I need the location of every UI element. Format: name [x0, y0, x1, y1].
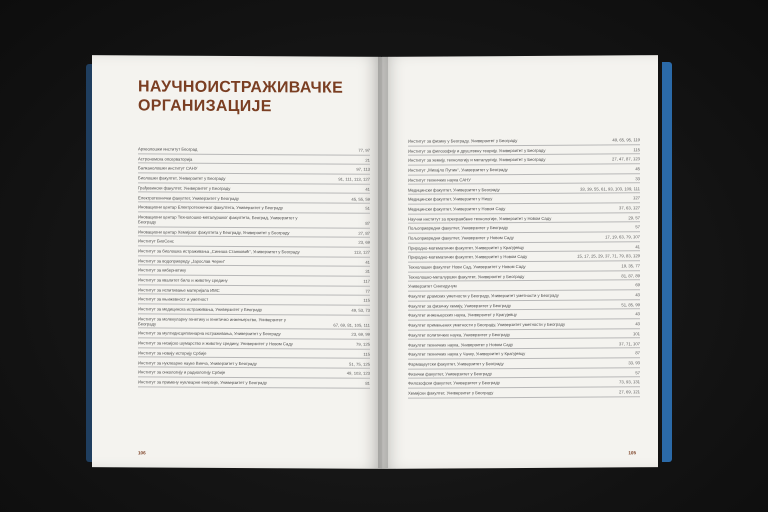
organization-name: Институт за хемију, технологију и металургију, Универзитет у Београду	[408, 157, 546, 164]
organization-name: Факултет примењених уметности у Београду, Универзитет уметности у Београду	[408, 321, 566, 328]
organization-name: Пољопривредни факултет, Универзитет у Новом Саду	[408, 235, 514, 241]
page-references: 51, 85, 99	[621, 302, 640, 308]
page-references: 115	[633, 147, 640, 153]
page-references: 45, 55, 59	[351, 196, 370, 202]
page-references: 81	[365, 380, 370, 386]
page-references: 29, 57	[628, 214, 640, 220]
organization-name: Научни институт за прехрамбене технологије, Универзитет у Новом Саду	[408, 215, 552, 222]
page-references: 23, 69, 99	[351, 332, 370, 338]
organization-name: Иновациони центар Хемијског факултета у Београду, Универзитет у Београду	[138, 228, 290, 235]
page-references: 49, 103, 123	[346, 370, 370, 377]
organization-name: Медицински факултет, Универзитет у Београду	[408, 186, 500, 193]
page-number-left: 106	[138, 450, 146, 456]
left-page	[92, 55, 382, 469]
right-page	[382, 55, 658, 469]
organization-name: Институт за књижевност и уметност	[138, 296, 209, 303]
organization-name: Хемијски факултет, Универзитет у Београду	[408, 390, 494, 396]
page-references: 57	[635, 224, 640, 230]
page-references: 97, 113	[356, 167, 370, 173]
page-references: 23, 69	[358, 240, 370, 246]
page-references: 19, 35, 77	[621, 263, 640, 269]
organization-name: Пољопривредни факултет, Универзитет у Београду	[408, 225, 509, 231]
page-references: 43	[635, 321, 640, 327]
organization-name: Технолошки факултет Нови Сад, Универзитет у Новом Саду	[408, 263, 526, 270]
page-references: 33, 93	[628, 360, 640, 366]
organization-name: Иновациони центар Технолошко-металуршког факултета, Београд, Универзитет у Београду	[138, 214, 298, 225]
page-references: 37, 71, 107	[619, 340, 640, 346]
page-references: 41	[365, 259, 370, 265]
list-item	[138, 377, 370, 388]
organization-name: Факултет драмских уметности у Београду, Универзитет уметности у Београду	[408, 292, 559, 299]
section-heading-line-2: ОРГАНИЗАЦИЈЕ	[138, 97, 272, 116]
page-references: 15, 17, 25, 29, 37, 71, 79, 83, 129	[577, 253, 640, 259]
page-references: 73, 93, 131	[619, 379, 640, 385]
open-book	[92, 56, 664, 468]
page-references: 45	[635, 166, 640, 172]
organization-name: Биолошки факултет, Универзитет у Београду	[138, 175, 226, 182]
page-references: 27, 47, 87, 123	[612, 156, 640, 162]
organization-name: Природно-математички факултет, Универзитет у Новом Саду	[408, 254, 528, 261]
organization-name: Институт за физику у Београду, Универзитет у Београду	[408, 138, 518, 144]
page-references: 87	[365, 220, 370, 226]
organization-list-right	[408, 135, 640, 398]
list-item	[408, 387, 640, 398]
organization-name: Институт за кибернетику	[138, 267, 187, 274]
page-references: 127	[633, 195, 640, 201]
organization-name: Институт за новију историју Србије	[138, 350, 207, 356]
organization-name: Институт за мултидисциплинарна истраживања, Универзитет у Београду	[138, 330, 281, 337]
page-references: 31	[365, 269, 370, 275]
organization-name: Балканолошки институт САНУ	[138, 165, 198, 172]
organization-name: Фармацеутски факултет, Универзитет у Београду	[408, 361, 504, 367]
page-references: 41	[365, 186, 370, 192]
page-number-right: 105	[628, 450, 636, 456]
section-heading	[138, 77, 368, 116]
organization-name: Институт за филозофију и друштвену теорију, Универзитет у Београду	[408, 147, 546, 154]
page-references: 49, 65, 95, 119	[612, 137, 640, 143]
organization-name: Институт за молекуларну генетику и генетичко инжењерство, Универзитет у Београду	[138, 316, 286, 327]
organization-name: Институт за онкологију и радиологију Србије	[138, 369, 226, 376]
organization-name: Електротехнички факултет, Универзитет у Београду	[138, 194, 239, 201]
organization-name: Институт за примену нуклеарне енергије, Универзитет у Београду	[138, 379, 267, 386]
organization-name: Институт за низијско шумарство и животну средину, Универзитет у Новом Саду	[138, 340, 293, 347]
book-cover-edge-right	[662, 62, 672, 462]
page-references: 21	[365, 157, 370, 163]
organization-name: Институт за нуклеарне науке Винча, Универзитет у Београду	[138, 359, 257, 366]
page-references: 77	[365, 288, 370, 294]
page-references: 77, 97	[358, 147, 370, 153]
page-references: 49, 53, 73	[351, 307, 370, 313]
organization-name: Медицински факултет, Универзитет у Нишу	[408, 196, 493, 202]
page-references: 51	[365, 206, 370, 212]
page-references: 27, 69, 121	[619, 389, 640, 395]
organization-name: Институт за квалитет било и животну средину	[138, 277, 228, 283]
organization-name: Астрономска опсерваторија	[138, 156, 193, 162]
page-references: 17, 19, 63, 79, 107	[605, 234, 640, 240]
organization-name: Институт за водопривреду „Јарослав Черни“	[138, 258, 226, 264]
page-references: 101	[633, 331, 640, 337]
page-references: 43	[635, 311, 640, 317]
book-gutter	[378, 56, 388, 468]
organization-name: Факултет за физичку хемију, Универзитет у Београду	[408, 302, 511, 309]
page-references: 115	[363, 298, 370, 304]
section-heading-line-1: НАУЧНОИСТРАЖИВАЧКЕ	[138, 78, 344, 97]
organization-name: Археолошки институт Београд	[138, 146, 198, 152]
page-references: 33, 39, 55, 61, 93, 103, 109, 111	[580, 185, 640, 192]
organization-name: Институт за медицинска истраживања, Универзитет у Београду	[138, 306, 263, 313]
page-references: 67, 69, 81, 105, 111	[333, 322, 370, 328]
page-references: 57	[635, 369, 640, 375]
page-references: 113, 127	[354, 249, 370, 255]
organization-name: Факултет техничких наука у Чачку, Универзитет у Крагујевцу	[408, 351, 526, 357]
list-item	[138, 314, 370, 330]
page-references: 115	[363, 351, 370, 357]
organization-name: Институт техничких наука САНУ	[408, 177, 471, 183]
organization-name: Институт „Михајло Пупин“, Универзитет у Београду	[408, 167, 508, 173]
page-references: 79, 125	[356, 341, 370, 347]
organization-name: Физички факултет, Универзитет у Београду	[408, 370, 492, 377]
organization-name: Институт БиоСенс	[138, 238, 174, 244]
page-references: 41	[635, 243, 640, 249]
organization-name: Грађевински факултет, Универзитет у Београду	[138, 185, 231, 191]
organization-name: Факултет политичких наука, Универзитет у Београду	[408, 331, 511, 338]
organization-name: Филозофски факултет, Универзитет у Београду	[408, 380, 501, 386]
organization-name: Универзитет Сингидунум	[408, 283, 457, 290]
organization-name: Медицински факултет, Универзитет у Новом Саду	[408, 205, 506, 212]
organization-name: Институт за испитивање материјала ИМС	[138, 287, 220, 293]
organization-name: Технолошко-металуршки факултет, Универзитет у Београду	[408, 273, 525, 280]
list-item	[138, 212, 370, 228]
page-references: 81, 87, 89	[621, 272, 640, 279]
page-references: 117	[363, 278, 370, 284]
organization-name: Факултет техничких наука, Универзитет у Новом Саду	[408, 341, 514, 348]
organization-list-left	[138, 144, 370, 388]
page-references: 87	[635, 350, 640, 356]
organization-name: Институт за биолошка истраживања „Синиша Станковић“, Универзитет у Београду	[138, 248, 300, 255]
organization-name: Факултет инжењерских наука, Универзитет у Крагујевцу	[408, 312, 517, 319]
organization-name: Иновациони центар Електротехничког факултета, Универзитет у Београду	[138, 204, 283, 211]
page-references: 91, 111, 113, 127	[338, 176, 370, 182]
organization-name: Природно-математички факултет, Универзитет у Крагујевцу	[408, 244, 525, 251]
page-references: 51, 75, 125	[349, 361, 370, 367]
page-references: 37, 63, 127	[619, 205, 640, 211]
page-references: 33	[635, 176, 640, 182]
page-references: 27, 87	[358, 230, 370, 236]
page-references: 43	[635, 292, 640, 298]
page-references: 69	[635, 282, 640, 288]
